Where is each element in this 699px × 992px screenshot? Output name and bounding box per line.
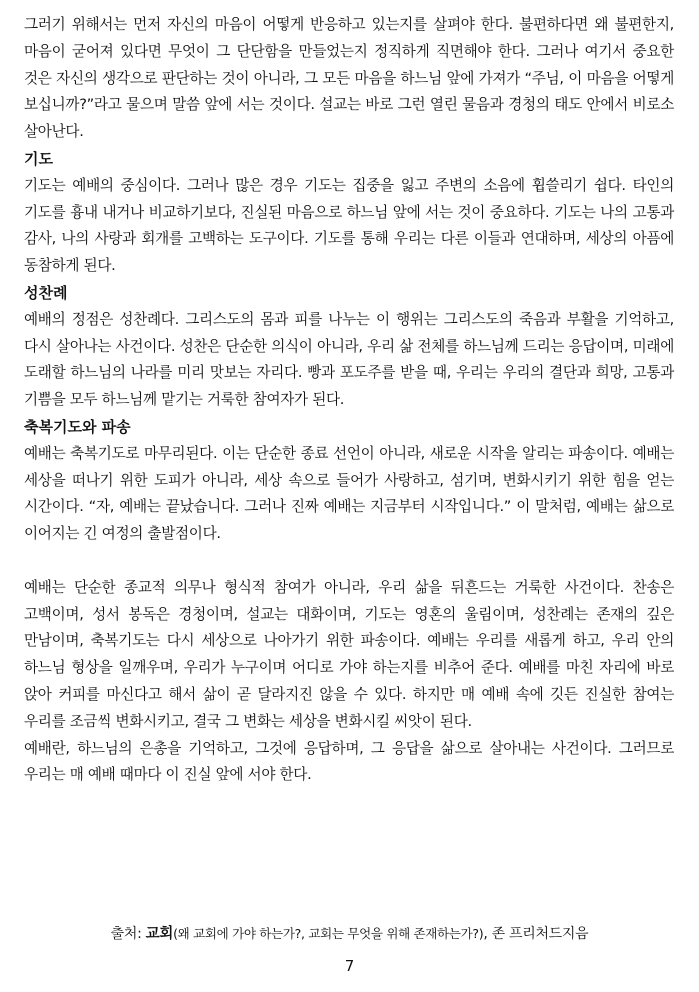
page-number: 7 [344,957,355,975]
paragraph-spacer [24,548,674,575]
source-book-title: 교회 [145,926,174,942]
section-body-prayer: 기도는 예배의 중심이다. 그러나 많은 경우 기도는 집중을 잃고 주변의 소음에 휩쓸리기 쉽다. 타인의 기도를 흉내 내거나 비교하기보다, 진실된 마음으로 하느님 앞에 서는 것이 중요하다. 기도는 나의 고통과 감사, 나의 사랑과 회개를 고백하는 도구이다. 기도를 통해 우리는 다른 이들과 연대하며, 세상의 아픔에 동참하게 된다. [24,176,674,275]
closing-paragraph-1: 예배는 단순한 종교적 의무나 형식적 참여가 아니라, 우리 삶을 뒤흔드는 거룩한 사건이다. 찬송은 고백이며, 성서 봉독은 경청이며, 설교는 대화이며, 기도는 영혼의 울림이며, 성찬례는 존재의 깊은 만남이며, 축복기도는 다시 세상으로 나아가기 위한 파송이다. 예배는 우리를 새롭게 하고, 우리 안의 하느님 형상을 일깨우며, 우리가 누구이며 어디로 가야 하는지를 비추어 준다. 예배를 마친 자리에 바로 앉아 커피를 마신다고 해서 삶이 곧 달라지진 않을 수 있다. 하지만 매 예배 속에 깃든 진실한 참여는 우리를 조금씩 변화시키고, 결국 그 변화는 세상을 변화시킬 씨앗이 된다. [24,578,674,730]
closing-paragraph-2: 예배란, 하느님의 은총을 기억하고, 그것에 응답하며, 그 응답을 삶으로 살아내는 사건이다. 그러므로 우리는 매 예배 때마다 이 진실 앞에 서야 한다. [24,739,674,784]
section-heading-eucharist: 성찬례 [24,283,68,302]
source-label: 출처: [110,926,146,942]
source-author: , 존 프리처드지음 [483,926,589,942]
document-body [24,12,674,789]
source-subtitle: (왜 교회에 가야 하는가?, 교회는 무엇을 위해 존재하는가?) [173,926,484,941]
source-citation [0,924,699,944]
section-body-eucharist: 예배의 정점은 성찬례다. 그리스도의 몸과 피를 나누는 이 행위는 그리스도의 죽음과 부활을 기억하고, 다시 살아나는 사건이다. 성찬은 단순한 의식이 아니라, 우리 삶 전체를 하느님께 드리는 응답이며, 미래에 도래할 하느님의 나라를 미리 맛보는 자리다. 빵과 포도주를 받을 때, 우리는 우리의 결단과 희망, 고통과 기쁨을 모두 하느님께 맡기는 거룩한 참여자가 된다. [24,310,674,409]
section-body-benediction: 예배는 축복기도로 마무리된다. 이는 단순한 종료 선언이 아니라, 새로운 시작을 알리는 파송이다. 예배는 세상을 떠나기 위한 도피가 아니라, 세상 속으로 들어가 사랑하고, 섬기며, 변화시키기 위한 힘을 얻는 시간이다. “자, 예배는 끝났습니다. 그러나 진짜 예배는 지금부터 시작입니다.” 이 말처럼, 예배는 삶으로 이어지는 긴 여정의 출발점이다. [24,444,674,543]
section-heading-prayer: 기도 [24,149,53,168]
section-heading-benediction: 축복기도와 파송 [24,417,131,436]
intro-paragraph: 그러기 위해서는 먼저 자신의 마음이 어떻게 반응하고 있는지를 살펴야 한다. 불편하다면 왜 불편한지, 마음이 굳어져 있다면 무엇이 그 단단함을 만들었는지 정직하게 직면해야 한다. 그러나 여기서 중요한 것은 자신의 생각으로 판단하는 것이 아니라, 그 모든 마음을 하느님 앞에 가져가 “주님, 이 마음을 어떻게 보십니까?”라고 물으며 말씀 앞에 서는 것이다. 설교는 바로 그런 열린 물음과 경청의 태도 안에서 비로소 살아난다. [24,16,674,141]
